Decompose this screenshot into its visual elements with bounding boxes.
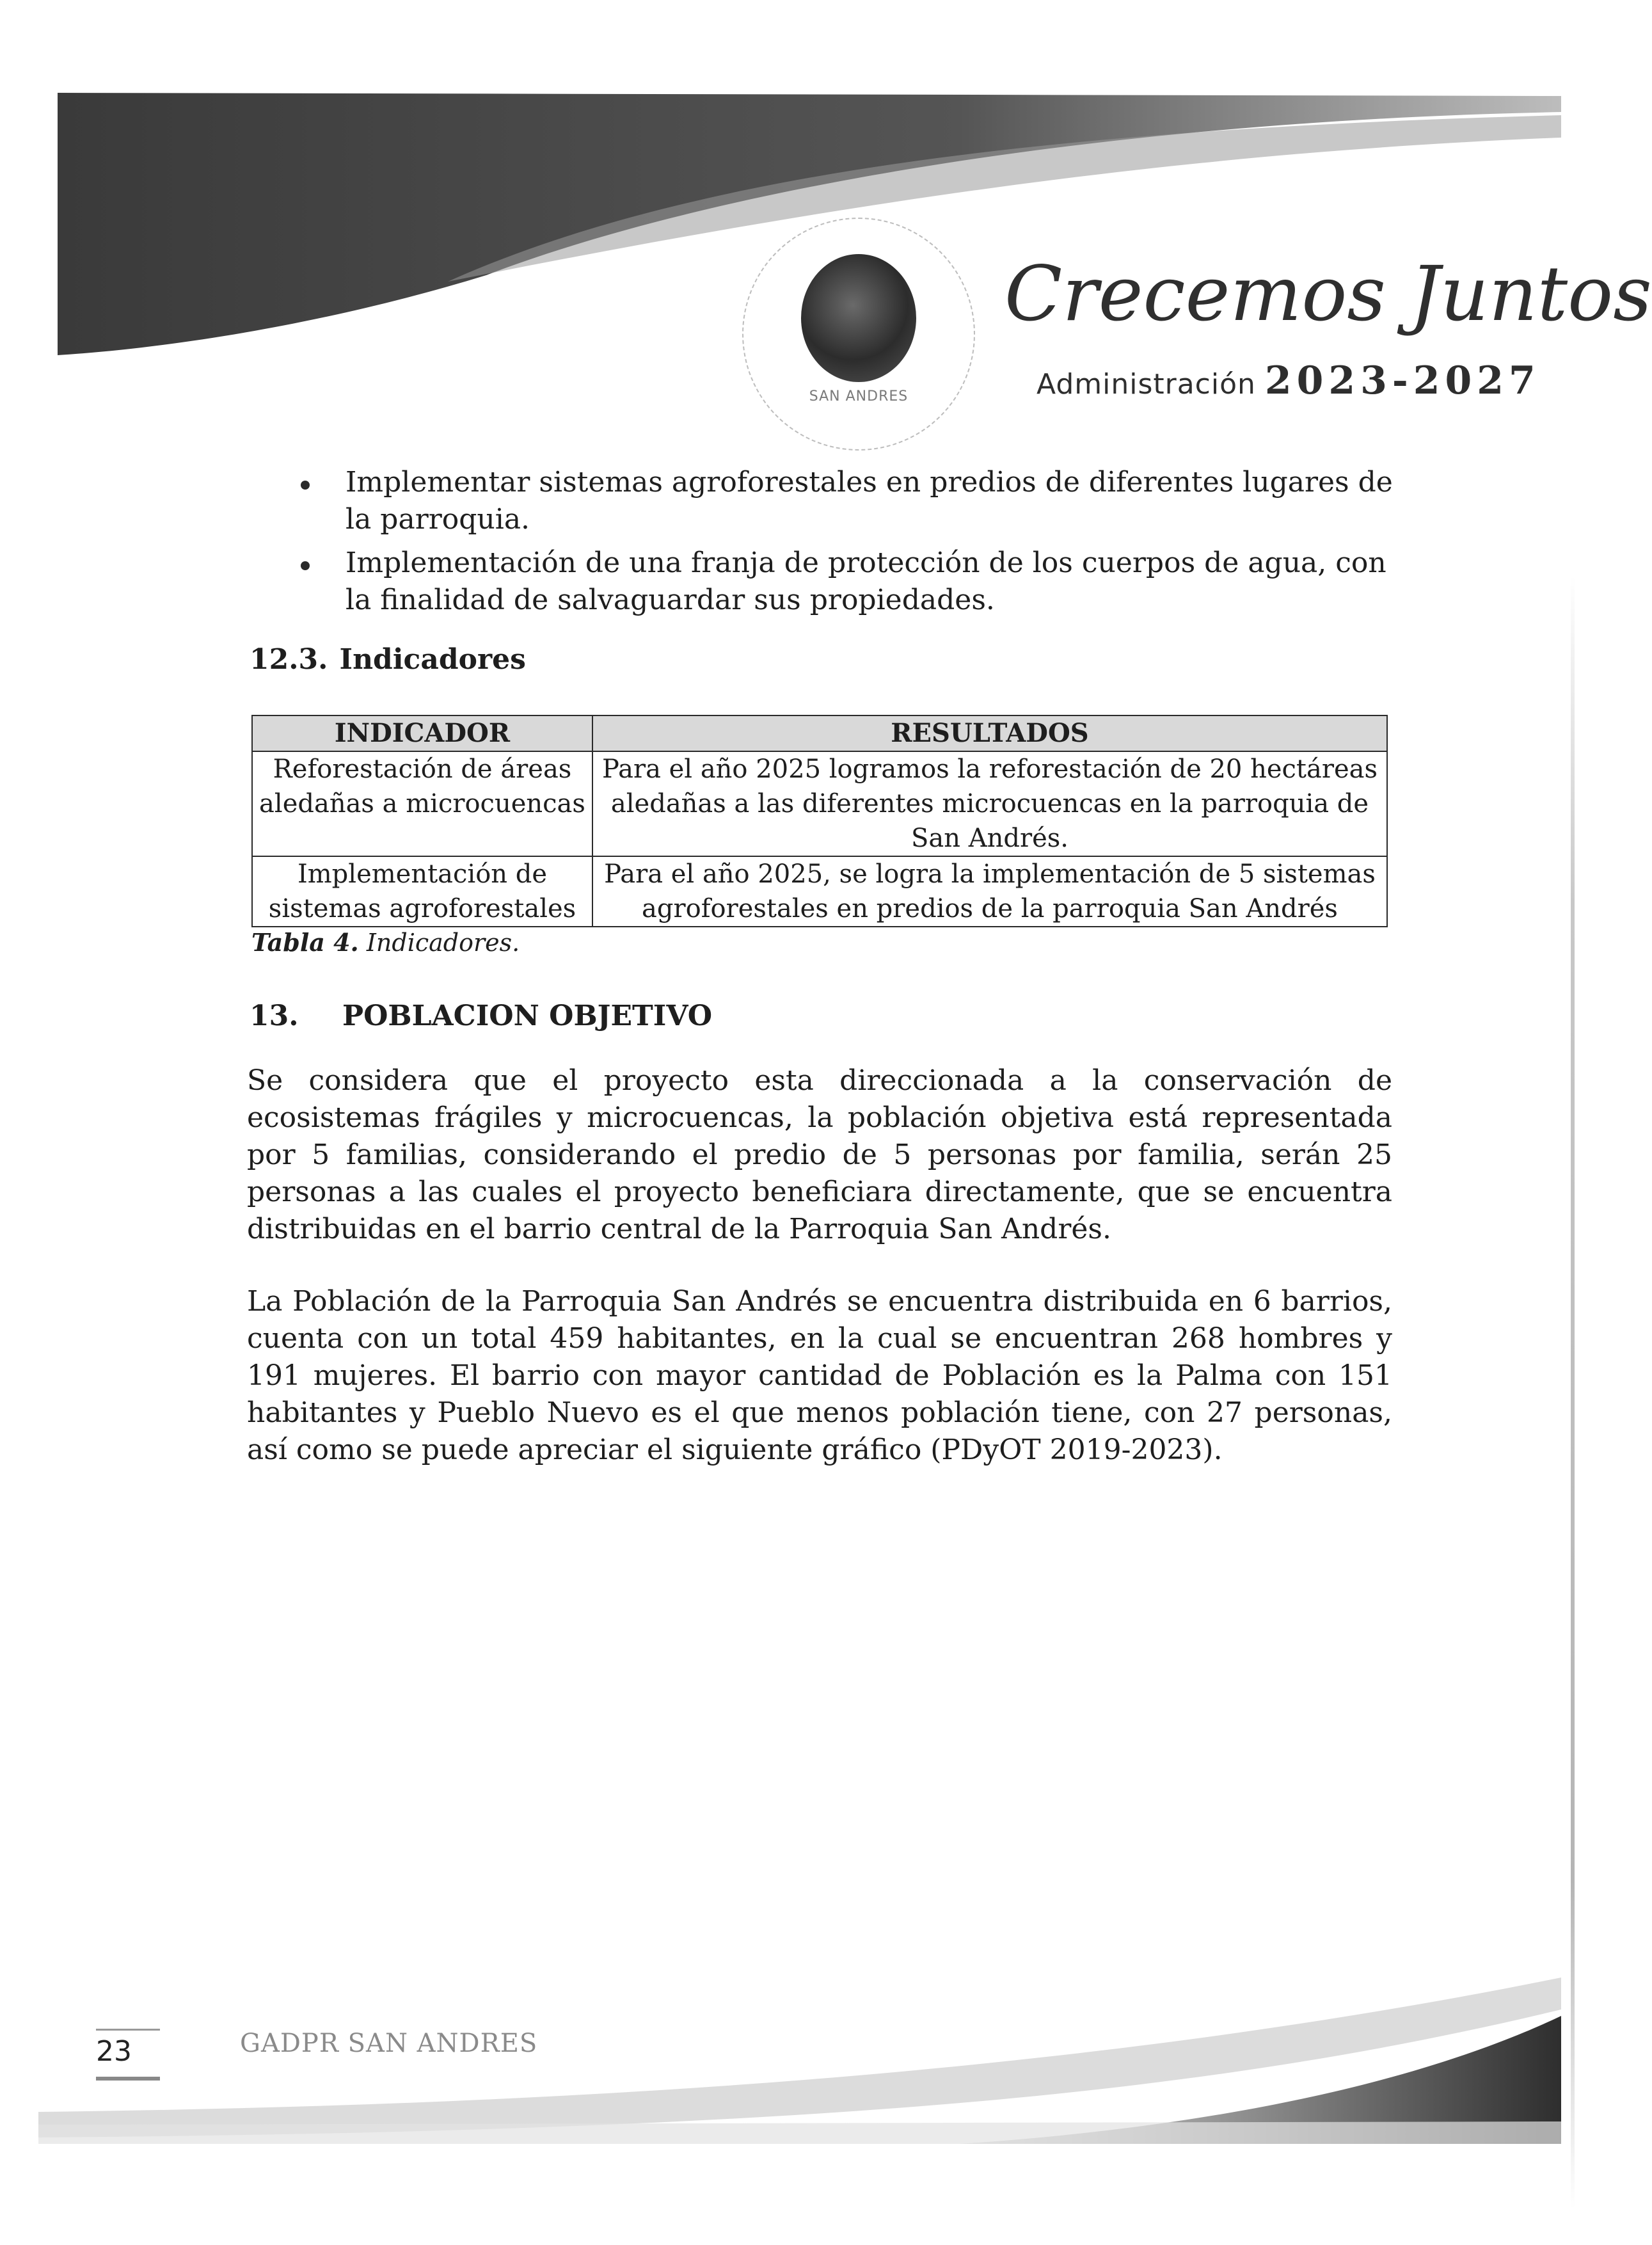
caption-label: Tabla 4. — [251, 928, 359, 957]
logo-emblem-icon — [801, 254, 916, 382]
footer-swoosh — [0, 1945, 1587, 2227]
table-row — [252, 751, 1387, 856]
table-cell: Para el año 2025, se logra la implementación de 5 sistemas agroforestales en predios de la parroquia San Andrés — [592, 856, 1387, 927]
bullet-item: Implementar sistemas agroforestales en predios de diferentes lugares de la parroquia. — [288, 464, 1401, 538]
section-title: POBLACION OBJETIVO — [342, 1000, 713, 1032]
admin-years: 2023-2027 — [1264, 358, 1541, 403]
table-cell: Reforestación de áreas aledañas a microcuencas — [252, 751, 592, 856]
parish-logo — [742, 218, 975, 451]
table-row — [252, 856, 1387, 927]
table-cell: Implementación de sistemas agroforestales — [252, 856, 592, 927]
page-number: 23 — [96, 2035, 132, 2068]
section-number: 13. — [250, 1000, 299, 1032]
slogan: Crecemos Juntos — [1005, 250, 1652, 338]
section-heading — [250, 1000, 712, 1032]
footer-organization: GADPR SAN ANDRES — [240, 2029, 538, 2058]
caption-text: Indicadores. — [366, 929, 520, 957]
admin-label: Administración — [1036, 368, 1256, 401]
subsection-title: Indicadores — [339, 643, 526, 676]
subsection-heading — [250, 643, 526, 676]
bullet-list — [288, 464, 1401, 625]
paragraph: La Población de la Parroquia San Andrés se encuentra distribuida en 6 barrios, cuenta con un total 459 habitantes, en la cual se encuentran 268 hombres y 191 mujeres. El barrio con mayor cantidad de Población es la Palma con 151 habitantes y Pueblo Nuevo es el que menos población tiene, con 27 personas, así como se puede apreciar el siguiente gráfico (PDyOT 2019-2023). — [247, 1285, 1392, 1466]
table-header-indicator: INDICADOR — [252, 715, 592, 751]
indicators-table — [251, 715, 1388, 927]
table-cell: Para el año 2025 logramos la reforestación de 20 hectáreas aledañas a las diferentes microcuencas en la parroquia de San Andrés. — [592, 751, 1387, 856]
table-header-results: RESULTADOS — [592, 715, 1387, 751]
bullet-item: Implementación de una franja de protección de los cuerpos de agua, con la finalidad de salvaguardar sus propiedades. — [288, 545, 1401, 619]
table-caption — [251, 928, 520, 957]
table-header-row — [252, 715, 1387, 751]
subsection-number: 12.3. — [250, 643, 328, 676]
logo-text: SAN ANDRES — [809, 388, 909, 404]
paragraph: Se considera que el proyecto esta direccionada a la conservación de ecosistemas frágiles y microcuencas, la población objetiva está representada por 5 familias, considerando el predio de 5 personas por familia, serán 25 personas a las cuales el proyecto beneficiara directamente, que se encuentra distribuidas en el barrio central de la Parroquia San Andrés. — [247, 1064, 1392, 1245]
administration-label — [1036, 358, 1541, 403]
